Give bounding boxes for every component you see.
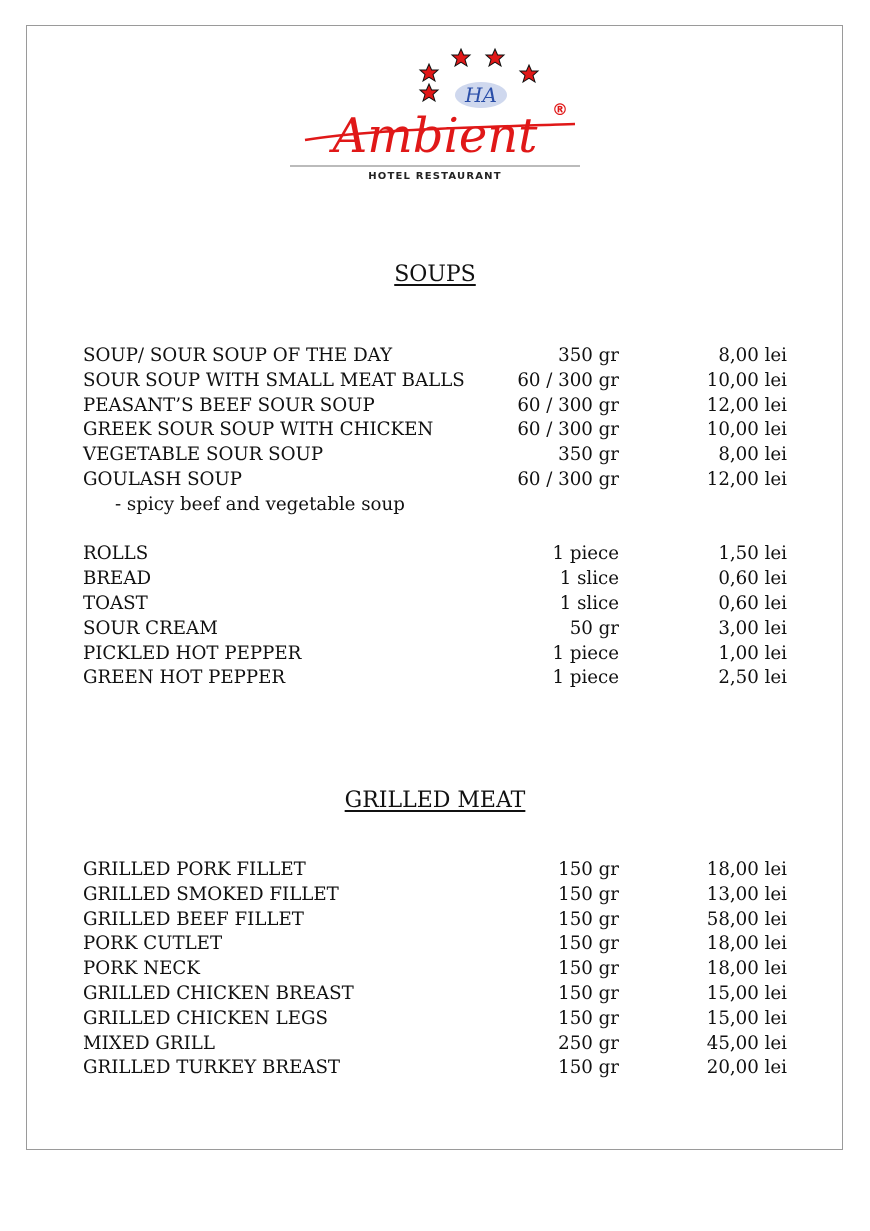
- logo-script: Ambient: [332, 108, 538, 164]
- item-quantity: 60 / 300 gr: [517, 419, 619, 441]
- soups-title: SOUPS: [394, 262, 476, 287]
- item-quantity: 150 gr: [558, 859, 619, 880]
- menu-item: [83, 443, 787, 468]
- star-icon: [520, 65, 538, 82]
- item-name: SOUR CREAM: [83, 617, 218, 639]
- item-quantity: 1 piece: [552, 667, 619, 689]
- item-quantity: 150 gr: [558, 908, 619, 930]
- menu-item: [83, 1007, 787, 1032]
- item-name: GOULASH SOUP: [83, 468, 243, 490]
- item-price: 0,60 lei: [718, 592, 787, 614]
- item-name: SOUP/ SOUR SOUP OF THE DAY: [83, 345, 393, 366]
- item-price: 15,00 lei: [706, 982, 787, 1004]
- item-price: 12,00 lei: [706, 468, 787, 490]
- item-price: 10,00 lei: [706, 419, 787, 441]
- item-name: ROLLS: [83, 543, 149, 565]
- item-name: PORK NECK: [83, 958, 200, 980]
- item-price: 0,60 lei: [718, 568, 787, 590]
- item-name: SOUR SOUP WITH SMALL MEAT BALLS: [83, 369, 465, 391]
- item-name: GREEN HOT PEPPER: [83, 667, 286, 689]
- section-gap: [83, 518, 787, 543]
- item-quantity: 60 / 300 gr: [517, 394, 619, 416]
- item-quantity: 150 gr: [558, 883, 619, 905]
- item-name: GREEK SOUR SOUP WITH CHICKEN: [83, 419, 434, 441]
- menu-item: [83, 369, 787, 394]
- goulash-note-text: - spicy beef and vegetable soup: [115, 493, 405, 515]
- star-icon: [420, 64, 438, 81]
- item-price: 8,00 lei: [718, 345, 787, 366]
- item-name: GRILLED TURKEY BREAST: [83, 1057, 341, 1079]
- item-quantity: 250 gr: [558, 1032, 619, 1054]
- hotel-restaurant-subtitle: HOTEL RESTAURANT: [368, 171, 502, 182]
- menu-item: [83, 468, 787, 493]
- item-quantity: 150 gr: [558, 982, 619, 1004]
- item-name: GRILLED CHICKEN BREAST: [83, 982, 354, 1004]
- menu-item: [83, 1056, 787, 1081]
- star-icon: [420, 84, 438, 101]
- item-price: 58,00 lei: [706, 908, 787, 930]
- item-quantity: 1 piece: [552, 642, 619, 664]
- item-price: 2,50 lei: [718, 667, 787, 689]
- goulash-note: [83, 493, 787, 518]
- item-price: 13,00 lei: [706, 883, 787, 905]
- menu-item: [83, 592, 787, 617]
- item-quantity: 50 gr: [569, 617, 619, 639]
- item-name: VEGETABLE SOUR SOUP: [83, 444, 324, 466]
- item-price: 20,00 lei: [706, 1057, 787, 1079]
- item-quantity: 350 gr: [558, 345, 619, 366]
- menu-item: [83, 542, 787, 567]
- item-quantity: 150 gr: [558, 1057, 619, 1079]
- menu-item: [83, 666, 787, 691]
- item-quantity: 150 gr: [558, 1007, 619, 1029]
- menu-item: [83, 344, 787, 369]
- item-price: 8,00 lei: [718, 444, 787, 466]
- menu-item: [83, 567, 787, 592]
- item-price: 12,00 lei: [706, 394, 787, 416]
- item-quantity: 150 gr: [558, 933, 619, 955]
- item-name: MIXED GRILL: [83, 1032, 215, 1054]
- menu-item: [83, 617, 787, 642]
- menu-item: [83, 418, 787, 443]
- item-price: 45,00 lei: [706, 1032, 787, 1054]
- item-name: GRILLED CHICKEN LEGS: [83, 1007, 328, 1029]
- ambient-logo: [285, 40, 585, 190]
- item-price: 18,00 lei: [706, 933, 787, 955]
- registered-mark: ®: [552, 100, 568, 119]
- menu-item: [83, 982, 787, 1007]
- item-quantity: 60 / 300 gr: [517, 468, 619, 490]
- menu-item: [83, 394, 787, 419]
- item-quantity: 1 slice: [559, 592, 619, 614]
- menu-item: [83, 932, 787, 957]
- item-name: GRILLED SMOKED FILLET: [83, 883, 339, 905]
- menu-item: [83, 957, 787, 982]
- item-name: PORK CUTLET: [83, 933, 223, 955]
- item-quantity: 350 gr: [558, 444, 619, 466]
- soups-menu: [83, 344, 787, 691]
- item-quantity: 150 gr: [558, 958, 619, 980]
- menu-item: [83, 908, 787, 933]
- menu-item: [83, 858, 787, 883]
- item-price: 18,00 lei: [706, 958, 787, 980]
- item-price: 1,00 lei: [718, 642, 787, 664]
- logo-monogram: HA: [465, 83, 497, 107]
- item-price: 3,00 lei: [718, 617, 787, 639]
- item-name: PEASANT’S BEEF SOUR SOUP: [83, 394, 375, 416]
- item-name: BREAD: [83, 568, 152, 590]
- grilled-meat-title: GRILLED MEAT: [344, 788, 526, 813]
- item-name: GRILLED PORK FILLET: [83, 859, 306, 880]
- item-name: PICKLED HOT PEPPER: [83, 642, 302, 664]
- grilled-menu: [83, 858, 787, 1081]
- item-price: 10,00 lei: [706, 369, 787, 391]
- star-icon: [486, 49, 504, 66]
- menu-item: [83, 1032, 787, 1057]
- item-name: GRILLED BEEF FILLET: [83, 908, 304, 930]
- menu-item: [83, 642, 787, 667]
- item-price: 15,00 lei: [706, 1007, 787, 1029]
- menu-item: [83, 883, 787, 908]
- item-quantity: 1 slice: [559, 568, 619, 590]
- item-name: TOAST: [83, 592, 148, 614]
- item-quantity: 60 / 300 gr: [517, 369, 619, 391]
- item-price: 1,50 lei: [718, 543, 787, 565]
- item-quantity: 1 piece: [552, 543, 619, 565]
- star-icon: [452, 49, 470, 66]
- item-price: 18,00 lei: [706, 859, 787, 880]
